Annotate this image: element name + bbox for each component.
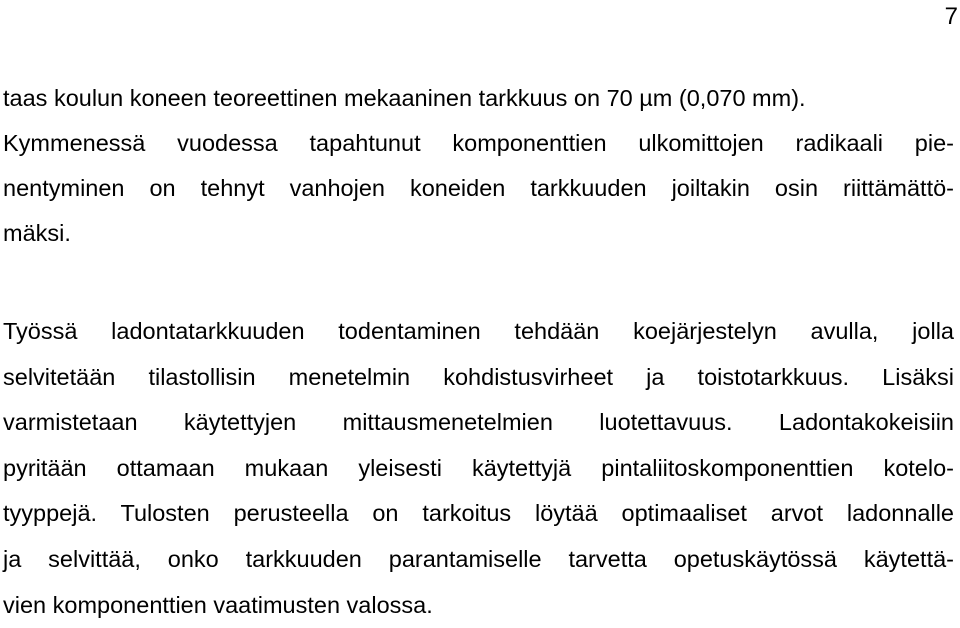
paragraph-line: pyritään ottamaan mukaan yleisesti käytettyjä pintaliitoskomponenttien kotelo- [3, 454, 954, 481]
page-number: 7 [944, 3, 958, 30]
paragraph-line: Kymmenessä vuodessa tapahtunut komponenttien ulkomittojen radikaali pie- [3, 130, 954, 156]
paragraph-line: tyyppejä. Tulosten perusteella on tarkoitus löytää optimaaliset arvot ladonnalle [3, 500, 954, 527]
paragraph-2 [3, 309, 954, 628]
paragraph-line: taas koulun koneen teoreettinen mekaaninen tarkkuus on 70 µm (0,070 mm). [3, 85, 806, 111]
paragraph-line: varmistetaan käytettyjen mittausmenetelmien luotettavuus. Ladontakokeisiin [3, 409, 954, 436]
paragraph-line: nentyminen on tehnyt vanhojen koneiden tarkkuuden joiltakin osin riittämättö- [3, 175, 954, 201]
paragraph-line: mäksi. [3, 220, 71, 246]
paragraph-line: ja selvittää, onko tarkkuuden parantamiselle tarvetta opetuskäytössä käytettä- [3, 545, 954, 572]
paragraph-1 [3, 76, 954, 256]
paragraph-line: selvitetään tilastollisin menetelmin kohdistusvirheet ja toistotarkkuus. Lisäksi [3, 363, 954, 390]
paragraph-line: Työssä ladontatarkkuuden todentaminen tehdään koejärjestelyn avulla, jolla [3, 318, 954, 344]
paragraph-line: vien komponenttien vaatimusten valossa. [3, 591, 433, 618]
